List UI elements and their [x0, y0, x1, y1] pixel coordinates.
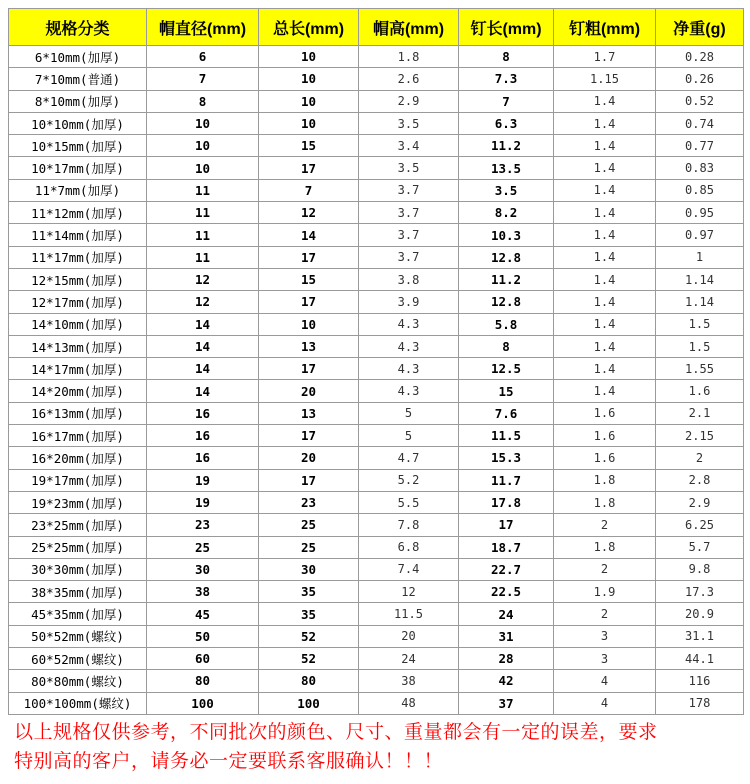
table-row [9, 447, 744, 469]
cell-nail-length: 10.3 [459, 224, 554, 246]
cell-net-weight: 5.7 [656, 536, 744, 558]
cell-total-length: 30 [259, 558, 359, 580]
cell-nail-length: 8.2 [459, 202, 554, 224]
table-row [9, 358, 744, 380]
disclaimer-line-1: 以上规格仅供参考，不同批次的颜色、尺寸、重量都会有一定的误差，要求 [14, 721, 658, 743]
cell-net-weight: 31.1 [656, 625, 744, 647]
cell-nail-length: 37 [459, 692, 554, 714]
cell-nail-thickness: 4 [554, 692, 656, 714]
cell-total-length: 25 [259, 514, 359, 536]
table-row [9, 224, 744, 246]
cell-spec: 60*52mm(螺纹) [9, 648, 147, 670]
cell-cap-height: 5.5 [359, 491, 459, 513]
table-row [9, 335, 744, 357]
cell-cap-height: 4.3 [359, 380, 459, 402]
cell-net-weight: 0.26 [656, 68, 744, 90]
cell-nail-thickness: 2 [554, 514, 656, 536]
cell-cap-diameter: 11 [147, 224, 259, 246]
cell-spec: 30*30mm(加厚) [9, 558, 147, 580]
cell-spec: 50*52mm(螺纹) [9, 625, 147, 647]
cell-cap-height: 5 [359, 425, 459, 447]
cell-total-length: 17 [259, 157, 359, 179]
cell-nail-thickness: 1.8 [554, 536, 656, 558]
cell-total-length: 52 [259, 625, 359, 647]
cell-net-weight: 0.28 [656, 46, 744, 68]
cell-total-length: 15 [259, 135, 359, 157]
cell-net-weight: 6.25 [656, 514, 744, 536]
cell-nail-length: 13.5 [459, 157, 554, 179]
cell-nail-thickness: 1.4 [554, 224, 656, 246]
cell-cap-height: 1.8 [359, 46, 459, 68]
cell-net-weight: 2 [656, 447, 744, 469]
cell-cap-diameter: 7 [147, 68, 259, 90]
cell-spec: 100*100mm(螺纹) [9, 692, 147, 714]
cell-nail-length: 28 [459, 648, 554, 670]
cell-net-weight: 1.55 [656, 358, 744, 380]
cell-net-weight: 1 [656, 246, 744, 268]
cell-cap-height: 4.7 [359, 447, 459, 469]
cell-cap-diameter: 45 [147, 603, 259, 625]
cell-nail-thickness: 2 [554, 558, 656, 580]
cell-nail-length: 3.5 [459, 179, 554, 201]
table-row [9, 112, 744, 134]
cell-spec: 10*10mm(加厚) [9, 112, 147, 134]
cell-total-length: 35 [259, 581, 359, 603]
cell-cap-diameter: 11 [147, 202, 259, 224]
cell-spec: 45*35mm(加厚) [9, 603, 147, 625]
table-row [9, 135, 744, 157]
cell-nail-thickness: 1.4 [554, 179, 656, 201]
cell-total-length: 10 [259, 68, 359, 90]
cell-spec: 14*20mm(加厚) [9, 380, 147, 402]
cell-cap-height: 24 [359, 648, 459, 670]
header-row [9, 9, 744, 46]
cell-spec: 23*25mm(加厚) [9, 514, 147, 536]
cell-nail-length: 15.3 [459, 447, 554, 469]
spec-table [8, 8, 744, 715]
cell-net-weight: 1.14 [656, 291, 744, 313]
cell-nail-length: 12.5 [459, 358, 554, 380]
cell-cap-diameter: 12 [147, 268, 259, 290]
cell-net-weight: 2.15 [656, 425, 744, 447]
cell-total-length: 7 [259, 179, 359, 201]
cell-nail-thickness: 1.4 [554, 358, 656, 380]
cell-cap-diameter: 16 [147, 402, 259, 424]
cell-nail-thickness: 1.6 [554, 447, 656, 469]
cell-nail-thickness: 1.9 [554, 581, 656, 603]
header-total-length: 总长(mm) [259, 9, 359, 46]
cell-total-length: 13 [259, 402, 359, 424]
cell-spec: 12*17mm(加厚) [9, 291, 147, 313]
cell-cap-height: 11.5 [359, 603, 459, 625]
cell-cap-diameter: 14 [147, 358, 259, 380]
cell-cap-height: 38 [359, 670, 459, 692]
table-row [9, 425, 744, 447]
table-row [9, 469, 744, 491]
table-row [9, 558, 744, 580]
cell-net-weight: 1.5 [656, 335, 744, 357]
cell-total-length: 20 [259, 380, 359, 402]
cell-cap-diameter: 10 [147, 157, 259, 179]
cell-spec: 14*17mm(加厚) [9, 358, 147, 380]
cell-cap-diameter: 19 [147, 491, 259, 513]
cell-nail-thickness: 2 [554, 603, 656, 625]
cell-nail-thickness: 1.4 [554, 335, 656, 357]
cell-cap-diameter: 100 [147, 692, 259, 714]
cell-cap-diameter: 38 [147, 581, 259, 603]
cell-nail-length: 12.8 [459, 246, 554, 268]
cell-nail-thickness: 3 [554, 625, 656, 647]
cell-cap-height: 3.8 [359, 268, 459, 290]
cell-cap-diameter: 6 [147, 46, 259, 68]
cell-spec: 11*17mm(加厚) [9, 246, 147, 268]
cell-cap-height: 2.9 [359, 90, 459, 112]
cell-cap-height: 3.7 [359, 179, 459, 201]
cell-total-length: 80 [259, 670, 359, 692]
cell-nail-thickness: 1.4 [554, 112, 656, 134]
cell-cap-height: 5.2 [359, 469, 459, 491]
cell-nail-thickness: 1.6 [554, 402, 656, 424]
cell-total-length: 52 [259, 648, 359, 670]
cell-cap-height: 7.8 [359, 514, 459, 536]
cell-nail-length: 8 [459, 335, 554, 357]
cell-cap-height: 5 [359, 402, 459, 424]
cell-total-length: 17 [259, 246, 359, 268]
cell-total-length: 17 [259, 291, 359, 313]
cell-spec: 6*10mm(加厚) [9, 46, 147, 68]
cell-cap-diameter: 16 [147, 425, 259, 447]
cell-cap-height: 6.8 [359, 536, 459, 558]
cell-spec: 12*15mm(加厚) [9, 268, 147, 290]
cell-net-weight: 0.97 [656, 224, 744, 246]
cell-nail-thickness: 1.8 [554, 469, 656, 491]
cell-net-weight: 0.85 [656, 179, 744, 201]
cell-total-length: 10 [259, 46, 359, 68]
cell-cap-height: 3.7 [359, 224, 459, 246]
header-nail-thickness: 钉粗(mm) [554, 9, 656, 46]
cell-total-length: 17 [259, 425, 359, 447]
cell-nail-thickness: 1.4 [554, 268, 656, 290]
cell-cap-diameter: 30 [147, 558, 259, 580]
cell-net-weight: 1.14 [656, 268, 744, 290]
cell-cap-diameter: 80 [147, 670, 259, 692]
cell-total-length: 25 [259, 536, 359, 558]
cell-nail-length: 31 [459, 625, 554, 647]
cell-spec: 16*17mm(加厚) [9, 425, 147, 447]
cell-nail-length: 5.8 [459, 313, 554, 335]
cell-cap-diameter: 14 [147, 335, 259, 357]
table-row [9, 625, 744, 647]
cell-spec: 11*14mm(加厚) [9, 224, 147, 246]
cell-total-length: 15 [259, 268, 359, 290]
table-row [9, 491, 744, 513]
cell-nail-thickness: 1.4 [554, 313, 656, 335]
cell-cap-height: 48 [359, 692, 459, 714]
table-row [9, 692, 744, 714]
cell-spec: 25*25mm(加厚) [9, 536, 147, 558]
cell-total-length: 17 [259, 358, 359, 380]
cell-spec: 16*20mm(加厚) [9, 447, 147, 469]
cell-nail-thickness: 1.4 [554, 246, 656, 268]
cell-net-weight: 0.77 [656, 135, 744, 157]
cell-spec: 80*80mm(螺纹) [9, 670, 147, 692]
cell-cap-diameter: 11 [147, 246, 259, 268]
cell-net-weight: 1.6 [656, 380, 744, 402]
cell-net-weight: 116 [656, 670, 744, 692]
cell-nail-thickness: 1.7 [554, 46, 656, 68]
cell-spec: 7*10mm(普通) [9, 68, 147, 90]
table-row [9, 536, 744, 558]
cell-net-weight: 9.8 [656, 558, 744, 580]
cell-nail-length: 12.8 [459, 291, 554, 313]
cell-nail-length: 7.6 [459, 402, 554, 424]
table-row [9, 603, 744, 625]
cell-nail-thickness: 1.4 [554, 202, 656, 224]
table-row [9, 157, 744, 179]
cell-nail-thickness: 1.8 [554, 491, 656, 513]
cell-nail-thickness: 1.4 [554, 135, 656, 157]
table-row [9, 268, 744, 290]
cell-total-length: 20 [259, 447, 359, 469]
cell-nail-length: 24 [459, 603, 554, 625]
cell-nail-length: 22.5 [459, 581, 554, 603]
cell-nail-thickness: 4 [554, 670, 656, 692]
header-net-weight: 净重(g) [656, 9, 744, 46]
table-row [9, 179, 744, 201]
cell-cap-diameter: 11 [147, 179, 259, 201]
cell-cap-height: 4.3 [359, 358, 459, 380]
cell-net-weight: 0.52 [656, 90, 744, 112]
cell-net-weight: 0.74 [656, 112, 744, 134]
cell-cap-height: 12 [359, 581, 459, 603]
cell-cap-height: 20 [359, 625, 459, 647]
cell-total-length: 100 [259, 692, 359, 714]
cell-spec: 38*35mm(加厚) [9, 581, 147, 603]
table-row [9, 380, 744, 402]
cell-cap-diameter: 60 [147, 648, 259, 670]
cell-net-weight: 2.8 [656, 469, 744, 491]
cell-nail-thickness: 1.15 [554, 68, 656, 90]
cell-nail-length: 17 [459, 514, 554, 536]
cell-spec: 8*10mm(加厚) [9, 90, 147, 112]
cell-nail-length: 11.2 [459, 268, 554, 290]
table-row [9, 246, 744, 268]
cell-cap-diameter: 10 [147, 112, 259, 134]
cell-spec: 11*7mm(加厚) [9, 179, 147, 201]
cell-total-length: 13 [259, 335, 359, 357]
header-cap-diameter: 帽直径(mm) [147, 9, 259, 46]
cell-cap-height: 7.4 [359, 558, 459, 580]
cell-cap-height: 4.3 [359, 335, 459, 357]
header-nail-length: 钉长(mm) [459, 9, 554, 46]
cell-net-weight: 1.5 [656, 313, 744, 335]
cell-cap-height: 3.5 [359, 157, 459, 179]
cell-total-length: 12 [259, 202, 359, 224]
table-row [9, 46, 744, 68]
cell-net-weight: 17.3 [656, 581, 744, 603]
cell-nail-length: 11.2 [459, 135, 554, 157]
cell-nail-length: 22.7 [459, 558, 554, 580]
table-row [9, 291, 744, 313]
table-row [9, 670, 744, 692]
cell-nail-thickness: 1.4 [554, 157, 656, 179]
cell-net-weight: 20.9 [656, 603, 744, 625]
cell-nail-length: 7 [459, 90, 554, 112]
cell-net-weight: 0.95 [656, 202, 744, 224]
table-row [9, 514, 744, 536]
cell-total-length: 14 [259, 224, 359, 246]
disclaimer-line-2: 特别高的客户，请务必一定要联系客服确认！！！ [14, 750, 444, 772]
cell-cap-height: 3.7 [359, 246, 459, 268]
cell-net-weight: 44.1 [656, 648, 744, 670]
table-row [9, 581, 744, 603]
cell-cap-diameter: 14 [147, 313, 259, 335]
cell-cap-diameter: 50 [147, 625, 259, 647]
cell-cap-height: 3.4 [359, 135, 459, 157]
header-cap-height: 帽高(mm) [359, 9, 459, 46]
cell-cap-height: 3.9 [359, 291, 459, 313]
table-row [9, 68, 744, 90]
cell-nail-length: 11.7 [459, 469, 554, 491]
cell-total-length: 23 [259, 491, 359, 513]
cell-total-length: 17 [259, 469, 359, 491]
cell-spec: 10*15mm(加厚) [9, 135, 147, 157]
cell-cap-height: 3.5 [359, 112, 459, 134]
cell-spec: 19*23mm(加厚) [9, 491, 147, 513]
cell-cap-diameter: 16 [147, 447, 259, 469]
cell-net-weight: 2.1 [656, 402, 744, 424]
cell-nail-length: 42 [459, 670, 554, 692]
cell-cap-height: 2.6 [359, 68, 459, 90]
cell-nail-length: 7.3 [459, 68, 554, 90]
cell-cap-height: 4.3 [359, 313, 459, 335]
cell-nail-length: 15 [459, 380, 554, 402]
cell-nail-length: 17.8 [459, 491, 554, 513]
cell-spec: 14*13mm(加厚) [9, 335, 147, 357]
cell-total-length: 10 [259, 313, 359, 335]
cell-cap-diameter: 8 [147, 90, 259, 112]
cell-cap-diameter: 19 [147, 469, 259, 491]
cell-total-length: 35 [259, 603, 359, 625]
table-row [9, 90, 744, 112]
cell-cap-diameter: 25 [147, 536, 259, 558]
cell-total-length: 10 [259, 112, 359, 134]
cell-nail-thickness: 3 [554, 648, 656, 670]
cell-nail-length: 11.5 [459, 425, 554, 447]
cell-net-weight: 2.9 [656, 491, 744, 513]
cell-nail-thickness: 1.4 [554, 90, 656, 112]
cell-nail-length: 6.3 [459, 112, 554, 134]
cell-net-weight: 0.83 [656, 157, 744, 179]
cell-net-weight: 178 [656, 692, 744, 714]
table-row [9, 313, 744, 335]
cell-cap-diameter: 14 [147, 380, 259, 402]
cell-spec: 19*17mm(加厚) [9, 469, 147, 491]
cell-nail-thickness: 1.6 [554, 425, 656, 447]
cell-spec: 10*17mm(加厚) [9, 157, 147, 179]
cell-spec: 11*12mm(加厚) [9, 202, 147, 224]
table-row [9, 402, 744, 424]
cell-cap-diameter: 23 [147, 514, 259, 536]
cell-cap-diameter: 10 [147, 135, 259, 157]
cell-cap-height: 3.7 [359, 202, 459, 224]
cell-cap-diameter: 12 [147, 291, 259, 313]
cell-nail-length: 18.7 [459, 536, 554, 558]
cell-total-length: 10 [259, 90, 359, 112]
header-spec: 规格分类 [9, 9, 147, 46]
cell-spec: 16*13mm(加厚) [9, 402, 147, 424]
cell-nail-length: 8 [459, 46, 554, 68]
table-row [9, 648, 744, 670]
cell-spec: 14*10mm(加厚) [9, 313, 147, 335]
disclaimer-note [14, 718, 738, 776]
cell-nail-thickness: 1.4 [554, 380, 656, 402]
cell-nail-thickness: 1.4 [554, 291, 656, 313]
table-row [9, 202, 744, 224]
